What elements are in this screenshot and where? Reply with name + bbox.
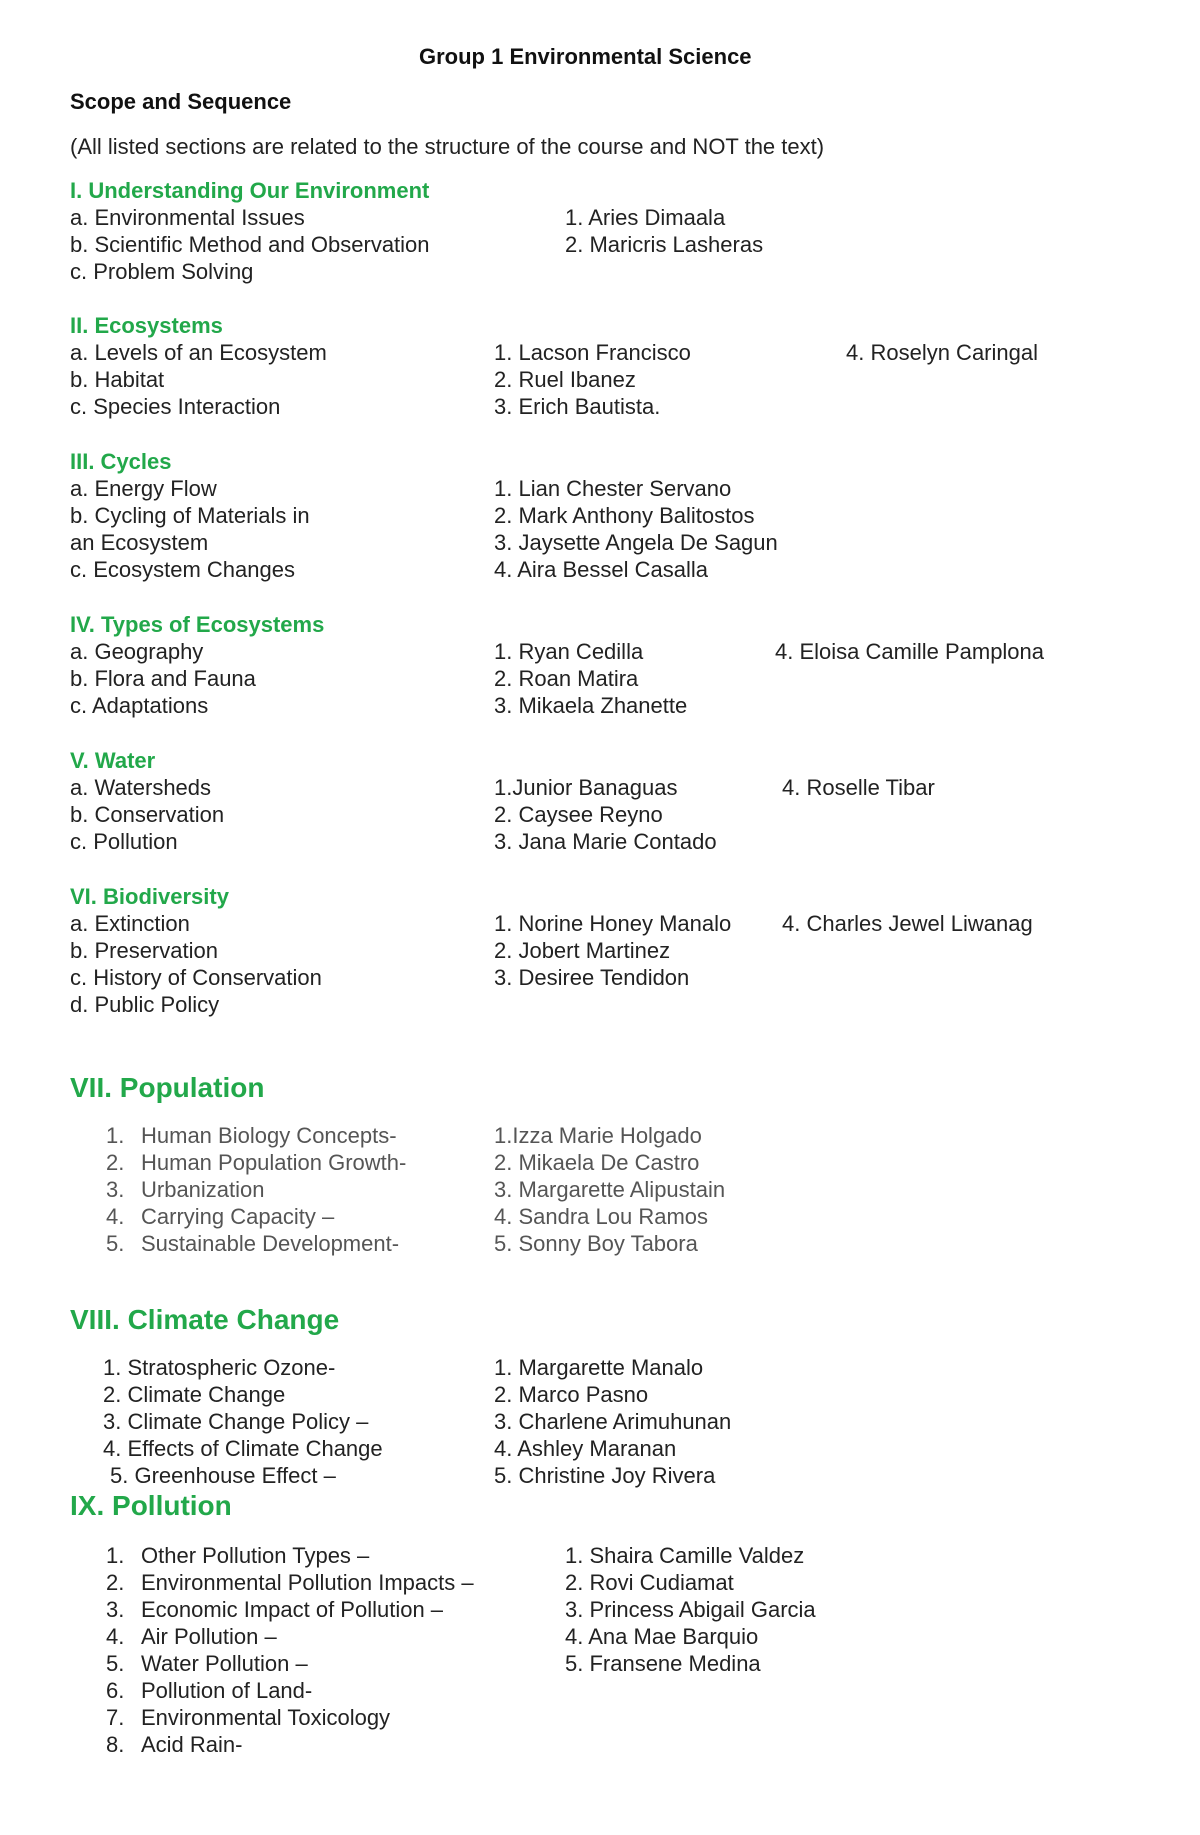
member-item: 2. Marco Pasno bbox=[494, 1382, 649, 1407]
member-item: 2. Ruel Ibanez bbox=[494, 367, 636, 392]
member-item: 5. Sonny Boy Tabora bbox=[494, 1231, 698, 1256]
topic-item: c. Pollution bbox=[70, 829, 178, 854]
topic-item: c. Species Interaction bbox=[70, 394, 281, 419]
section-heading: VIII. Climate Change bbox=[70, 1304, 340, 1335]
section-heading: V. Water bbox=[70, 748, 156, 773]
member-item: 3. Charlene Arimuhunan bbox=[494, 1409, 732, 1434]
list-number: 3. bbox=[106, 1597, 125, 1622]
member-item: 1. Norine Honey Manalo bbox=[494, 911, 732, 936]
member-item: 4. Ana Mae Barquio bbox=[565, 1624, 759, 1649]
section-heading: II. Ecosystems bbox=[70, 313, 223, 338]
topic-item: an Ecosystem bbox=[70, 530, 209, 555]
topic-item: b. Preservation bbox=[70, 938, 218, 963]
topic-item: a. Watersheds bbox=[70, 775, 212, 800]
member-item: 4. Roselyn Caringal bbox=[846, 340, 1038, 365]
topic-item: Environmental Pollution Impacts – bbox=[141, 1570, 474, 1595]
member-item: 3. Jaysette Angela De Sagun bbox=[494, 530, 778, 555]
topic-item: Pollution of Land- bbox=[141, 1678, 313, 1703]
member-item: 2. Rovi Cudiamat bbox=[565, 1570, 734, 1595]
member-item: 3. Jana Marie Contado bbox=[494, 829, 717, 854]
section-heading: I. Understanding Our Environment bbox=[70, 178, 430, 203]
topic-item: Air Pollution – bbox=[141, 1624, 277, 1649]
member-item: 2. Mikaela De Castro bbox=[494, 1150, 700, 1175]
topic-item: c. Problem Solving bbox=[70, 259, 254, 284]
member-item: 4. Ashley Maranan bbox=[494, 1436, 677, 1461]
member-item: 5. Fransene Medina bbox=[565, 1651, 761, 1676]
section-heading: IX. Pollution bbox=[70, 1490, 232, 1521]
member-item: 1. Margarette Manalo bbox=[494, 1355, 704, 1380]
member-item: 1. Aries Dimaala bbox=[565, 205, 726, 230]
topic-item: c. History of Conservation bbox=[70, 965, 322, 990]
list-number: 4. bbox=[106, 1624, 125, 1649]
member-item: 1.Izza Marie Holgado bbox=[494, 1123, 702, 1148]
member-item: 2. Roan Matira bbox=[494, 666, 639, 691]
list-number: 7. bbox=[106, 1705, 125, 1730]
topic-item: b. Scientific Method and Observation bbox=[70, 232, 430, 257]
topic-item: a. Extinction bbox=[70, 911, 190, 936]
member-item: 2. Jobert Martinez bbox=[494, 938, 671, 963]
topic-item: Human Population Growth- bbox=[141, 1150, 407, 1175]
page-subtitle: Scope and Sequence bbox=[70, 89, 292, 114]
topic-item: b. Conservation bbox=[70, 802, 225, 827]
member-item: 1. Lacson Francisco bbox=[494, 340, 691, 365]
member-item: 3. Desiree Tendidon bbox=[494, 965, 690, 990]
topic-item: b. Cycling of Materials in bbox=[70, 503, 310, 528]
topic-item: a. Levels of an Ecosystem bbox=[70, 340, 327, 365]
topic-item: Urbanization bbox=[141, 1177, 265, 1202]
topic-item: Carrying Capacity – bbox=[141, 1204, 335, 1229]
topic-item: b. Habitat bbox=[70, 367, 165, 392]
topic-item: a. Energy Flow bbox=[70, 476, 217, 501]
member-item: 4. Eloisa Camille Pamplona bbox=[775, 639, 1045, 664]
member-item: 3. Erich Bautista. bbox=[494, 394, 661, 419]
member-item: 4. Charles Jewel Liwanag bbox=[782, 911, 1033, 936]
topic-item: 2. Climate Change bbox=[103, 1382, 286, 1407]
list-number: 5. bbox=[106, 1651, 125, 1676]
topic-item: c. Adaptations bbox=[70, 693, 209, 718]
member-item: 4. Roselle Tibar bbox=[782, 775, 935, 800]
member-item: 2. Caysee Reyno bbox=[494, 802, 663, 827]
topic-item: Other Pollution Types – bbox=[141, 1543, 370, 1568]
member-item: 3. Princess Abigail Garcia bbox=[565, 1597, 816, 1622]
topic-item: Human Biology Concepts- bbox=[141, 1123, 397, 1148]
topic-item: Economic Impact of Pollution – bbox=[141, 1597, 444, 1622]
member-item: 2. Maricris Lasheras bbox=[565, 232, 764, 257]
member-item: 2. Mark Anthony Balitostos bbox=[494, 503, 755, 528]
section-heading: IV. Types of Ecosystems bbox=[70, 612, 325, 637]
member-item: 5. Christine Joy Rivera bbox=[494, 1463, 716, 1488]
topic-item: a. Geography bbox=[70, 639, 204, 664]
topic-item: a. Environmental Issues bbox=[70, 205, 305, 230]
topic-item: Acid Rain- bbox=[141, 1732, 243, 1757]
member-item: 3. Margarette Alipustain bbox=[494, 1177, 726, 1202]
topic-item: c. Ecosystem Changes bbox=[70, 557, 295, 582]
section-heading: VI. Biodiversity bbox=[70, 884, 229, 909]
topic-item: 5. Greenhouse Effect – bbox=[110, 1463, 336, 1488]
list-number: 2. bbox=[106, 1150, 125, 1175]
topic-item: 3. Climate Change Policy – bbox=[103, 1409, 369, 1434]
topic-item: 4. Effects of Climate Change bbox=[103, 1436, 383, 1461]
list-number: 1. bbox=[106, 1543, 125, 1568]
page-title: Group 1 Environmental Science bbox=[419, 44, 752, 69]
list-number: 1. bbox=[106, 1123, 125, 1148]
section-heading: VII. Population bbox=[70, 1072, 265, 1103]
member-item: 1.Junior Banaguas bbox=[494, 775, 678, 800]
page-note: (All listed sections are related to the structure of the course and NOT the text) bbox=[70, 134, 825, 159]
topic-item: 1. Stratospheric Ozone- bbox=[103, 1355, 336, 1380]
member-item: 4. Aira Bessel Casalla bbox=[494, 557, 708, 582]
topic-item: d. Public Policy bbox=[70, 992, 220, 1017]
list-number: 8. bbox=[106, 1732, 125, 1757]
topic-item: b. Flora and Fauna bbox=[70, 666, 256, 691]
list-number: 6. bbox=[106, 1678, 125, 1703]
list-number: 4. bbox=[106, 1204, 125, 1229]
topic-item: Sustainable Development- bbox=[141, 1231, 400, 1256]
list-number: 3. bbox=[106, 1177, 125, 1202]
list-number: 5. bbox=[106, 1231, 125, 1256]
topic-item: Environmental Toxicology bbox=[141, 1705, 391, 1730]
topic-item: Water Pollution – bbox=[141, 1651, 308, 1676]
member-item: 1. Ryan Cedilla bbox=[494, 639, 644, 664]
member-item: 4. Sandra Lou Ramos bbox=[494, 1204, 709, 1229]
member-item: 1. Lian Chester Servano bbox=[494, 476, 732, 501]
member-item: 1. Shaira Camille Valdez bbox=[565, 1543, 805, 1568]
member-item: 3. Mikaela Zhanette bbox=[494, 693, 688, 718]
list-number: 2. bbox=[106, 1570, 125, 1595]
section-heading: III. Cycles bbox=[70, 449, 172, 474]
